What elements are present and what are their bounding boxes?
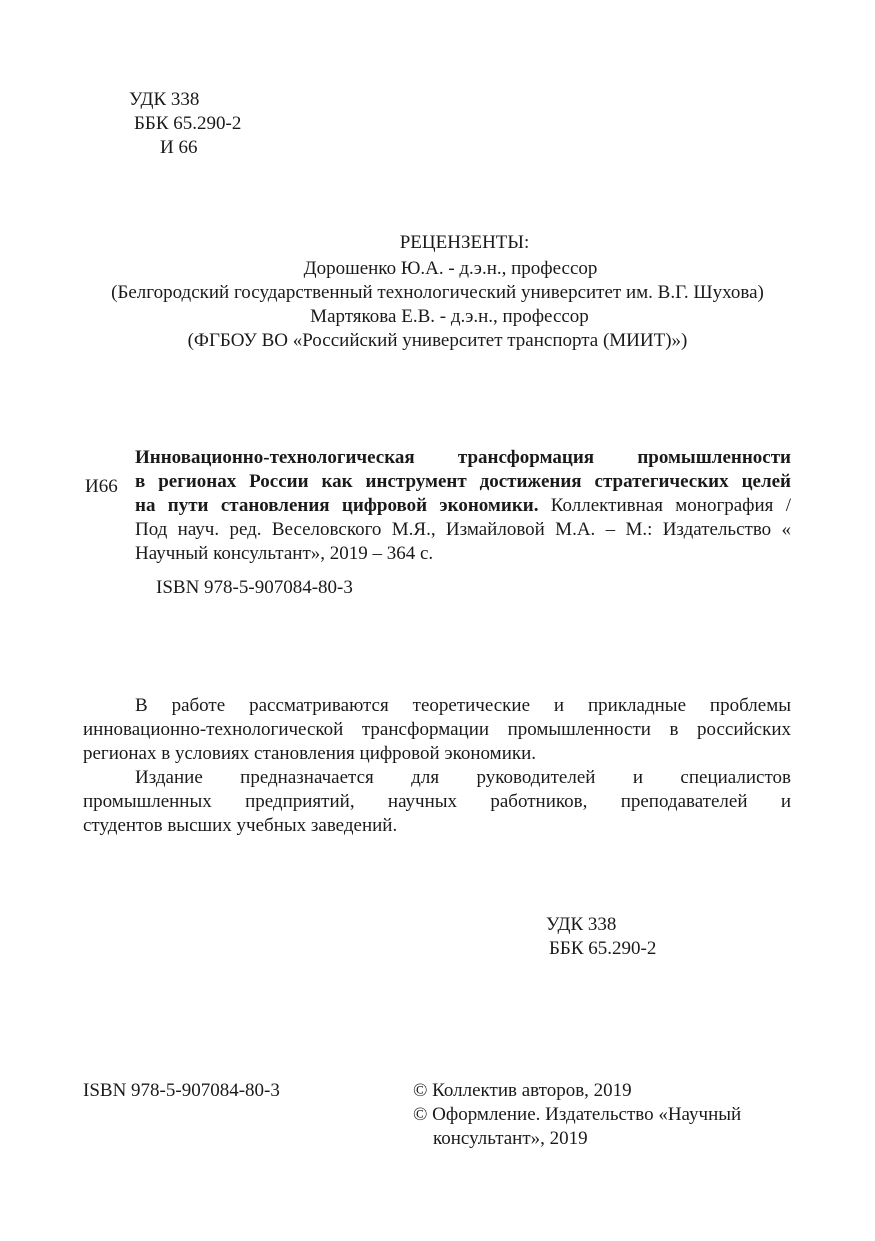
abstract-p2-line2: промышленных предприятий, научных работников, преподавателей и (83, 791, 791, 812)
reviewers-heading: РЕЦЕНЗЕНТЫ: (399, 232, 530, 253)
reviewer2-name: Мартякова Е.В. - д.э.н., профессор (310, 306, 589, 327)
title-line-2: в регионах России как инструмент достижения стратегических целей (135, 471, 791, 492)
abstract (83, 694, 791, 838)
abstract-p2-line3: студентов высших учебных заведений. (83, 815, 398, 836)
reviewer1-org: (Белгородский государственный технологический университет им. В.Г. Шухова) (111, 282, 764, 303)
abstract-p2-line1: Издание предназначается для руководителей и специалистов (135, 767, 791, 788)
copyright-design-line1: © Оформление. Издательство «Научный (413, 1104, 742, 1125)
abstract-p1-line1: В работе рассматриваются теоретические и прикладные проблемы (135, 695, 791, 716)
bottom-bbk-code: ББК 65.290-2 (549, 938, 657, 959)
reviewer1-name: Дорошенко Ю.А. - д.э.н., профессор (303, 258, 598, 279)
copyright-design-line2: консультант», 2019 (433, 1128, 588, 1149)
abstract-p1-line2: инновационно-технологической трансформации промышленности в российских (83, 719, 791, 740)
reviewer2-org: (ФГБОУ ВО «Российский университет транспорта (МИИТ)») (187, 330, 688, 351)
isbn-record: ISBN 978-5-907084-80-3 (156, 577, 353, 598)
author-sign: И 66 (160, 137, 198, 158)
bottom-udk-code: УДК 338 (546, 914, 617, 935)
record-type: Коллективная монография / (538, 495, 791, 516)
record-publisher: Научный консультант», 2019 – 364 с. (135, 543, 434, 564)
bibliographic-sign: И66 (85, 476, 118, 497)
title-line-3: на пути становления цифровой экономики. (135, 495, 539, 516)
title-line-1: Инновационно-технологическая трансформация промышленности (135, 447, 791, 468)
footer-isbn: ISBN 978-5-907084-80-3 (83, 1080, 280, 1101)
copyright-authors: © Коллектив авторов, 2019 (413, 1080, 632, 1101)
record-editors: Под науч. ред. Веселовского М.Я., Измайловой М.А. – М.: Издательство « (135, 519, 791, 540)
bibliographic-record (135, 446, 791, 566)
abstract-p1-line3: регионах в условиях становления цифровой экономики. (83, 743, 537, 764)
bbk-code: ББК 65.290-2 (134, 113, 242, 134)
udk-code: УДК 338 (129, 89, 200, 110)
